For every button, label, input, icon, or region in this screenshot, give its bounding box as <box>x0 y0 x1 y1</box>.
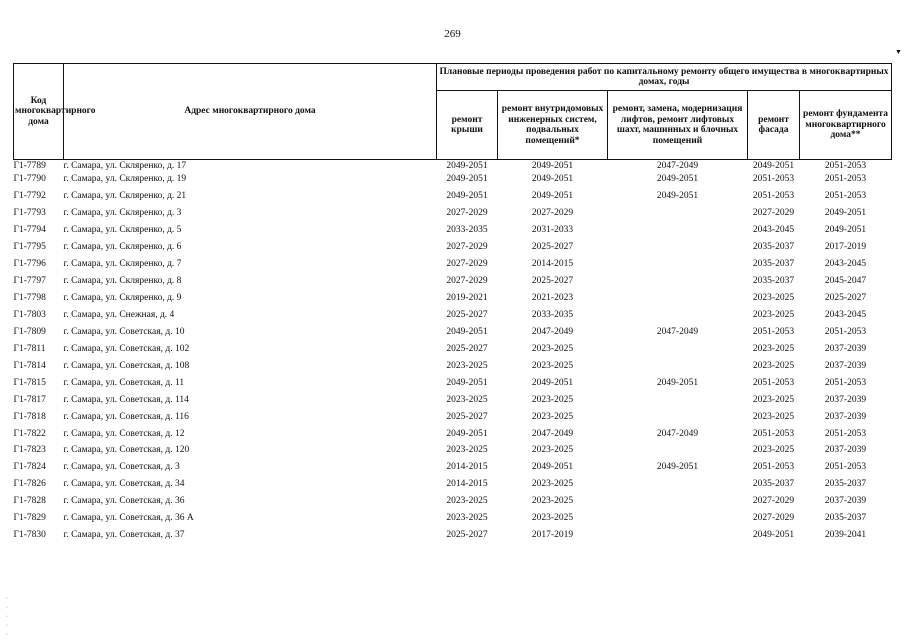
cell-roof: 2014-2015 <box>446 462 488 473</box>
header-roof: ремонт крыши <box>437 91 498 160</box>
cell-address: г. Самара, ул. Скляренко, д. 17 <box>63 160 187 171</box>
cell-engineering: 2031-2033 <box>531 225 574 236</box>
table-row <box>14 222 892 239</box>
cell-foundation: 2037-2039 <box>824 360 867 371</box>
cell-facade: 2023-2025 <box>752 394 795 405</box>
table-row <box>14 391 892 408</box>
cell-lifts: 2047-2049 <box>656 428 699 439</box>
cell-foundation: 2039-2041 <box>824 530 867 541</box>
cell-code: Г1-7809 <box>13 326 46 337</box>
table-row <box>14 205 892 222</box>
cell-code: Г1-7830 <box>13 530 46 541</box>
cell-roof: 2049-2051 <box>446 428 488 439</box>
cell-facade: 2051-2053 <box>752 428 795 439</box>
table-row <box>14 340 892 357</box>
cell-facade: 2051-2053 <box>752 174 795 185</box>
cell-foundation: 2025-2027 <box>824 293 867 304</box>
cell-engineering: 2023-2025 <box>531 479 574 490</box>
table-row <box>14 171 892 188</box>
cell-lifts <box>608 205 748 222</box>
repair-schedule-table <box>13 63 892 544</box>
cell-lifts <box>608 510 748 527</box>
cell-address: г. Самара, ул. Советская, д. 12 <box>63 428 185 439</box>
cell-lifts <box>608 442 748 459</box>
cell-facade: 2051-2053 <box>752 377 795 388</box>
cell-code: Г1-7793 <box>13 208 46 219</box>
cell-address: г. Самара, ул. Советская, д. 36 <box>63 496 185 507</box>
cell-engineering: 2023-2025 <box>531 496 574 507</box>
cell-address: г. Самара, ул. Советская, д. 114 <box>63 394 189 405</box>
cell-address: г. Самара, ул. Советская, д. 11 <box>63 377 185 388</box>
cell-facade: 2023-2025 <box>752 360 795 371</box>
cell-foundation: 2037-2039 <box>824 445 867 456</box>
cell-code: Г1-7790 <box>13 174 46 185</box>
cell-code: Г1-7822 <box>13 428 46 439</box>
cell-engineering: 2033-2035 <box>531 309 574 320</box>
cell-roof: 2027-2029 <box>446 208 488 219</box>
cell-engineering: 2023-2025 <box>531 445 574 456</box>
cell-code: Г1-7818 <box>13 411 46 422</box>
cell-roof: 2049-2051 <box>446 377 488 388</box>
table-row <box>14 290 892 307</box>
table-row <box>14 188 892 205</box>
cell-foundation: 2043-2045 <box>824 309 867 320</box>
header-facade: ремонт фасада <box>748 91 800 160</box>
cell-facade: 2035-2037 <box>752 242 795 253</box>
cell-lifts: 2049-2051 <box>656 174 699 185</box>
cell-facade: 2051-2053 <box>752 462 795 473</box>
cell-lifts <box>608 408 748 425</box>
cell-code: Г1-7824 <box>13 462 46 473</box>
cell-lifts: 2049-2051 <box>656 191 699 202</box>
cell-engineering: 2023-2025 <box>531 411 574 422</box>
cell-engineering: 2027-2029 <box>531 208 574 219</box>
cell-facade: 2027-2029 <box>752 208 795 219</box>
cell-code: Г1-7796 <box>13 259 46 270</box>
cell-address: г. Самара, ул. Советская, д. 36 А <box>63 513 194 524</box>
cell-roof: 2025-2027 <box>446 530 488 541</box>
table-row <box>14 476 892 493</box>
cell-engineering: 2049-2051 <box>531 377 574 388</box>
cell-lifts <box>608 493 748 510</box>
cell-code: Г1-7803 <box>13 309 46 320</box>
cell-lifts <box>608 476 748 493</box>
cell-lifts <box>608 239 748 256</box>
cell-engineering: 2014-2015 <box>531 259 574 270</box>
cell-engineering: 2047-2049 <box>531 326 574 337</box>
cell-engineering: 2023-2025 <box>531 394 574 405</box>
cell-lifts <box>608 256 748 273</box>
cell-engineering: 2025-2027 <box>531 242 574 253</box>
cell-code: Г1-7826 <box>13 479 46 490</box>
table-row <box>14 256 892 273</box>
cell-facade: 2049-2051 <box>752 530 795 541</box>
cell-foundation: 2051-2053 <box>824 191 867 202</box>
cell-facade: 2035-2037 <box>752 259 795 270</box>
cell-roof: 2025-2027 <box>446 309 488 320</box>
cell-lifts <box>608 391 748 408</box>
cell-code: Г1-7828 <box>13 496 46 507</box>
cell-foundation: 2051-2053 <box>824 462 867 473</box>
cell-code: Г1-7814 <box>13 360 46 371</box>
table-row <box>14 160 892 172</box>
cell-address: г. Самара, ул. Скляренко, д. 6 <box>63 242 182 253</box>
cell-address: г. Самара, ул. Скляренко, д. 9 <box>63 293 182 304</box>
cell-engineering: 2049-2051 <box>531 174 574 185</box>
cell-facade: 2035-2037 <box>752 479 795 490</box>
cell-facade: 2023-2025 <box>752 411 795 422</box>
cell-address: г. Самара, ул. Скляренко, д. 7 <box>63 259 182 270</box>
cell-roof: 2049-2051 <box>446 160 488 171</box>
cell-engineering: 2047-2049 <box>531 428 574 439</box>
cell-code: Г1-7792 <box>13 191 46 202</box>
cell-roof: 2019-2021 <box>446 293 488 304</box>
cell-address: г. Самара, ул. Советская, д. 120 <box>63 445 190 456</box>
cell-lifts: 2047-2049 <box>656 326 699 337</box>
cell-engineering: 2049-2051 <box>531 191 574 202</box>
cell-lifts <box>608 357 748 374</box>
cell-roof: 2025-2027 <box>446 411 488 422</box>
cell-code: Г1-7798 <box>13 293 46 304</box>
cell-facade: 2051-2053 <box>752 326 795 337</box>
cell-lifts <box>608 340 748 357</box>
table-body <box>14 160 892 544</box>
cell-foundation: 2043-2045 <box>824 259 867 270</box>
cell-address: г. Самара, ул. Скляренко, д. 8 <box>63 276 182 287</box>
cell-foundation: 2051-2053 <box>824 428 867 439</box>
cell-engineering: 2021-2023 <box>531 293 574 304</box>
table-header <box>14 64 892 160</box>
cell-code: Г1-7795 <box>13 242 46 253</box>
cell-lifts: 2049-2051 <box>656 462 699 473</box>
cell-roof: 2027-2029 <box>446 242 488 253</box>
table-row <box>14 510 892 527</box>
cell-roof: 2049-2051 <box>446 174 488 185</box>
cell-roof: 2023-2025 <box>446 496 488 507</box>
header-lifts: ремонт, замена, модернизация лифтов, ремонт лифтовых шахт, машинных и блочных помещений <box>608 91 748 160</box>
table-row <box>14 323 892 340</box>
cell-foundation: 2037-2039 <box>824 411 867 422</box>
cell-foundation: 2049-2051 <box>824 208 867 219</box>
table-row <box>14 239 892 256</box>
cell-lifts <box>608 222 748 239</box>
header-work-periods: Плановые периоды проведения работ по капитальному ремонту общего имущества в многоквартирных домах, годы <box>437 64 892 91</box>
cell-roof: 2023-2025 <box>446 360 488 371</box>
cell-address: г. Самара, ул. Советская, д. 116 <box>63 411 189 422</box>
cell-address: г. Самара, ул. Скляренко, д. 21 <box>63 191 187 202</box>
cell-foundation: 2051-2053 <box>824 160 867 171</box>
cell-address: г. Самара, ул. Советская, д. 108 <box>63 360 190 371</box>
cell-facade: 2027-2029 <box>752 496 795 507</box>
table-row <box>14 357 892 374</box>
cell-roof: 2023-2025 <box>446 394 488 405</box>
table-row <box>14 307 892 324</box>
cell-address: г. Самара, ул. Советская, д. 102 <box>63 343 190 354</box>
cell-address: г. Самара, ул. Советская, д. 3 <box>63 462 180 473</box>
cell-foundation: 2017-2019 <box>824 242 867 253</box>
header-code: Код многоквартирного дома <box>14 64 64 160</box>
cell-foundation: 2051-2053 <box>824 326 867 337</box>
cell-code: Г1-7797 <box>13 276 46 287</box>
cell-facade: 2023-2025 <box>752 309 795 320</box>
cell-roof: 2025-2027 <box>446 343 488 354</box>
cell-engineering: 2017-2019 <box>531 530 574 541</box>
cell-code: Г1-7789 <box>13 160 46 171</box>
cell-foundation: 2035-2037 <box>824 479 867 490</box>
table-row <box>14 273 892 290</box>
cell-address: г. Самара, ул. Советская, д. 10 <box>63 326 185 337</box>
cell-code: Г1-7823 <box>13 445 46 456</box>
cell-address: г. Самара, ул. Скляренко, д. 5 <box>63 225 182 236</box>
cell-facade: 2051-2053 <box>752 191 795 202</box>
cell-roof: 2049-2051 <box>446 191 488 202</box>
cell-roof: 2033-2035 <box>446 225 488 236</box>
cell-foundation: 2051-2053 <box>824 174 867 185</box>
cell-facade: 2049-2051 <box>752 160 795 171</box>
cell-foundation: 2037-2039 <box>824 394 867 405</box>
header-foundation: ремонт фундамента многоквартирного дома** <box>800 91 892 160</box>
cell-roof: 2023-2025 <box>446 513 488 524</box>
cell-address: г. Самара, ул. Советская, д. 37 <box>63 530 185 541</box>
header-address: Адрес многоквартирного дома <box>64 64 437 160</box>
cell-code: Г1-7817 <box>13 394 46 405</box>
cell-facade: 2023-2025 <box>752 293 795 304</box>
cell-roof: 2027-2029 <box>446 259 488 270</box>
table-row <box>14 459 892 476</box>
cell-foundation: 2049-2051 <box>824 225 867 236</box>
cell-foundation: 2037-2039 <box>824 343 867 354</box>
margin-marks: · · · · · <box>6 596 8 638</box>
cell-facade: 2043-2045 <box>752 225 795 236</box>
cell-lifts: 2049-2051 <box>656 377 699 388</box>
cell-code: Г1-7815 <box>13 377 46 388</box>
cell-facade: 2023-2025 <box>752 445 795 456</box>
cell-engineering: 2023-2025 <box>531 343 574 354</box>
cell-facade: 2027-2029 <box>752 513 795 524</box>
cell-address: г. Самара, ул. Снежная, д. 4 <box>63 309 175 320</box>
header-engineering: ремонт внутридомовых инженерных систем, подвальных помещений* <box>498 91 608 160</box>
cell-engineering: 2025-2027 <box>531 276 574 287</box>
cell-engineering: 2049-2051 <box>531 160 574 171</box>
cell-roof: 2014-2015 <box>446 479 488 490</box>
cell-engineering: 2049-2051 <box>531 462 574 473</box>
cell-code: Г1-7829 <box>13 513 46 524</box>
cell-foundation: 2051-2053 <box>824 377 867 388</box>
cell-lifts <box>608 273 748 290</box>
cell-roof: 2049-2051 <box>446 326 488 337</box>
table-row <box>14 493 892 510</box>
table-row <box>14 425 892 442</box>
cell-lifts <box>608 527 748 544</box>
cell-address: г. Самара, ул. Советская, д. 34 <box>63 479 185 490</box>
cell-engineering: 2023-2025 <box>531 513 574 524</box>
table-row <box>14 442 892 459</box>
corner-triangle-icon: ▼ <box>895 48 902 56</box>
page-number: 269 <box>444 28 461 40</box>
cell-code: Г1-7794 <box>13 225 46 236</box>
table-row <box>14 374 892 391</box>
table-row <box>14 527 892 544</box>
table-row <box>14 408 892 425</box>
cell-roof: 2023-2025 <box>446 445 488 456</box>
cell-facade: 2035-2037 <box>752 276 795 287</box>
cell-foundation: 2037-2039 <box>824 496 867 507</box>
cell-foundation: 2035-2037 <box>824 513 867 524</box>
cell-roof: 2027-2029 <box>446 276 488 287</box>
cell-address: г. Самара, ул. Скляренко, д. 3 <box>63 208 182 219</box>
cell-engineering: 2023-2025 <box>531 360 574 371</box>
cell-code: Г1-7811 <box>13 343 46 354</box>
cell-facade: 2023-2025 <box>752 343 795 354</box>
cell-lifts: 2047-2049 <box>656 160 699 171</box>
cell-lifts <box>608 290 748 307</box>
cell-foundation: 2045-2047 <box>824 276 867 287</box>
cell-address: г. Самара, ул. Скляренко, д. 19 <box>63 174 187 185</box>
cell-lifts <box>608 307 748 324</box>
